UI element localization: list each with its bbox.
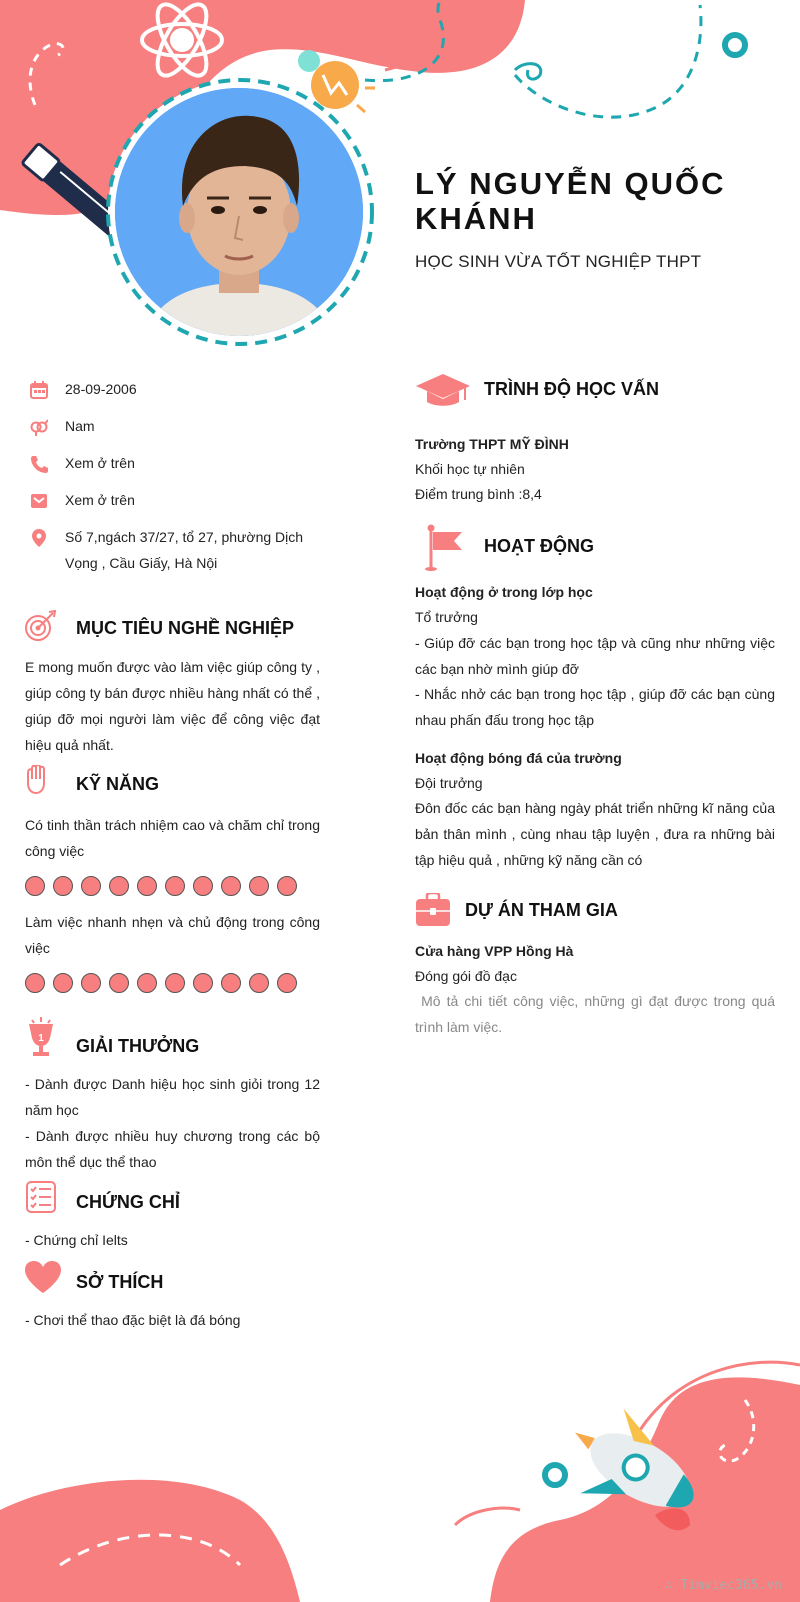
phone-value: Xem ở trên — [65, 455, 135, 471]
rating-dot — [109, 973, 129, 993]
rating-dot — [277, 876, 297, 896]
location-pin-icon — [30, 529, 48, 547]
activity-1-role: Tổ trưởng — [415, 609, 478, 625]
project-role: Đóng gói đồ đạc — [415, 968, 517, 984]
activities-heading: HOẠT ĐỘNG — [484, 536, 594, 556]
hobby-item-1: - Chơi thể thao đặc biệt là đá bóng — [25, 1312, 241, 1328]
avatar-illustration — [115, 88, 363, 336]
projects-heading: DỰ ÁN THAM GIA — [465, 900, 618, 920]
email-icon — [30, 492, 48, 510]
gender-icon — [30, 418, 48, 436]
email-value: Xem ở trên — [65, 492, 135, 508]
site-watermark: ∴ Timviec365.vn — [664, 1578, 782, 1593]
rating-dot — [221, 876, 241, 896]
candidate-name: LÝ NGUYỄN QUỐC KHÁNH — [415, 166, 726, 236]
project-description: Mô tả chi tiết công việc, những gì đạt được trong quá trình làm việc. — [415, 993, 779, 1035]
certificate-item-1: - Chứng chỉ Ielts — [25, 1232, 128, 1248]
hobbies-heading: SỞ THÍCH — [76, 1272, 164, 1292]
education-gpa: Điểm trung bình :8,4 — [415, 486, 542, 502]
skill-rating-1 — [25, 876, 297, 896]
project-name: Cửa hàng VPP Hồng Hà — [415, 943, 574, 959]
contact-phone — [30, 450, 330, 476]
rating-dot — [193, 973, 213, 993]
gender-value: Nam — [65, 418, 95, 434]
activity-1-line-2: - Nhắc nhở các bạn trong học tập , giúp đỡ các bạn cùng nhau phấn đấu trong học tập — [415, 686, 775, 728]
trophy-icon — [24, 1016, 58, 1058]
activity-2-role: Đội trưởng — [415, 775, 483, 791]
rating-dot — [221, 973, 241, 993]
phone-icon — [30, 455, 48, 473]
award-item-2: - Dành được nhiều huy chương trong các bộ môn thể dục thể thao — [25, 1128, 320, 1170]
activity-1-line-1: - Giúp đỡ các bạn trong học tập và cũng như những việc các bạn nhờ mình giúp đỡ — [415, 635, 775, 677]
calendar-icon — [30, 381, 48, 399]
rating-dot — [165, 876, 185, 896]
skill-name-1: Có tinh thần trách nhiệm cao và chăm chỉ trong công việc — [25, 817, 320, 859]
rating-dot — [249, 876, 269, 896]
rating-dot — [81, 876, 101, 896]
heart-icon — [24, 1260, 62, 1294]
objective-text: E mong muốn được vào làm việc giúp công ty , giúp công ty bán được nhiều hàng nhất có thể , giúp đỡ mọi người làm việc để công việc đạt hiệu quả nhất. — [25, 659, 320, 753]
objective-heading: MỤC TIÊU NGHỀ NGHIỆP — [76, 618, 295, 638]
certificates-heading: CHỨNG CHỈ — [76, 1192, 180, 1212]
job-title: HỌC SINH VỪA TỐT NGHIỆP THPT — [415, 252, 702, 271]
briefcase-icon — [415, 893, 451, 927]
rating-dot — [53, 973, 73, 993]
rating-dot — [25, 876, 45, 896]
rating-dot — [81, 973, 101, 993]
education-heading: TRÌNH ĐỘ HỌC VẤN — [484, 379, 659, 399]
address-value: Số 7,ngách 37/27, tổ 27, phường Dịch Vọng , Cầu Giấy, Hà Nội — [65, 529, 304, 571]
avatar — [115, 88, 363, 336]
rating-dot — [53, 876, 73, 896]
graduation-cap-icon — [415, 372, 471, 408]
rating-dot — [137, 973, 157, 993]
contact-birthday — [30, 376, 330, 402]
rating-dot — [25, 973, 45, 993]
activity-1-name: Hoạt động ở trong lớp học — [415, 584, 593, 600]
svg-text:1: 1 — [38, 1033, 44, 1044]
activity-2-name: Hoạt động bóng đá của trường — [415, 750, 622, 766]
award-item-1: - Dành được Danh hiệu học sinh giỏi trong 12 năm học — [25, 1076, 320, 1118]
rating-dot — [109, 876, 129, 896]
rating-dot — [277, 973, 297, 993]
flag-icon — [424, 524, 464, 572]
contact-email — [30, 487, 330, 513]
contact-gender — [30, 413, 330, 439]
education-school: Trường THPT MỸ ĐÌNH — [415, 436, 569, 452]
rating-dot — [137, 876, 157, 896]
rating-dot — [193, 876, 213, 896]
activity-2-line-1: Đôn đốc các bạn hàng ngày phát triển những kĩ năng của bản thân mình , cùng nhau tập luyện , đưa ra những bài tập hiệu quả , những kỹ năng cần có — [415, 800, 775, 868]
target-icon — [24, 610, 56, 642]
rating-dot — [249, 973, 269, 993]
rating-dot — [165, 973, 185, 993]
skill-name-2: Làm việc nhanh nhẹn và chủ động trong công việc — [25, 914, 320, 956]
checklist-icon — [25, 1180, 57, 1214]
awards-heading: GIẢI THƯỞNG — [76, 1036, 200, 1056]
education-major: Khối học tự nhiên — [415, 461, 525, 477]
skill-rating-2 — [25, 973, 297, 993]
birthday-value: 28-09-2006 — [65, 381, 137, 397]
contact-address — [30, 524, 330, 576]
skills-heading: KỸ NĂNG — [76, 774, 160, 794]
fist-icon — [25, 765, 49, 797]
